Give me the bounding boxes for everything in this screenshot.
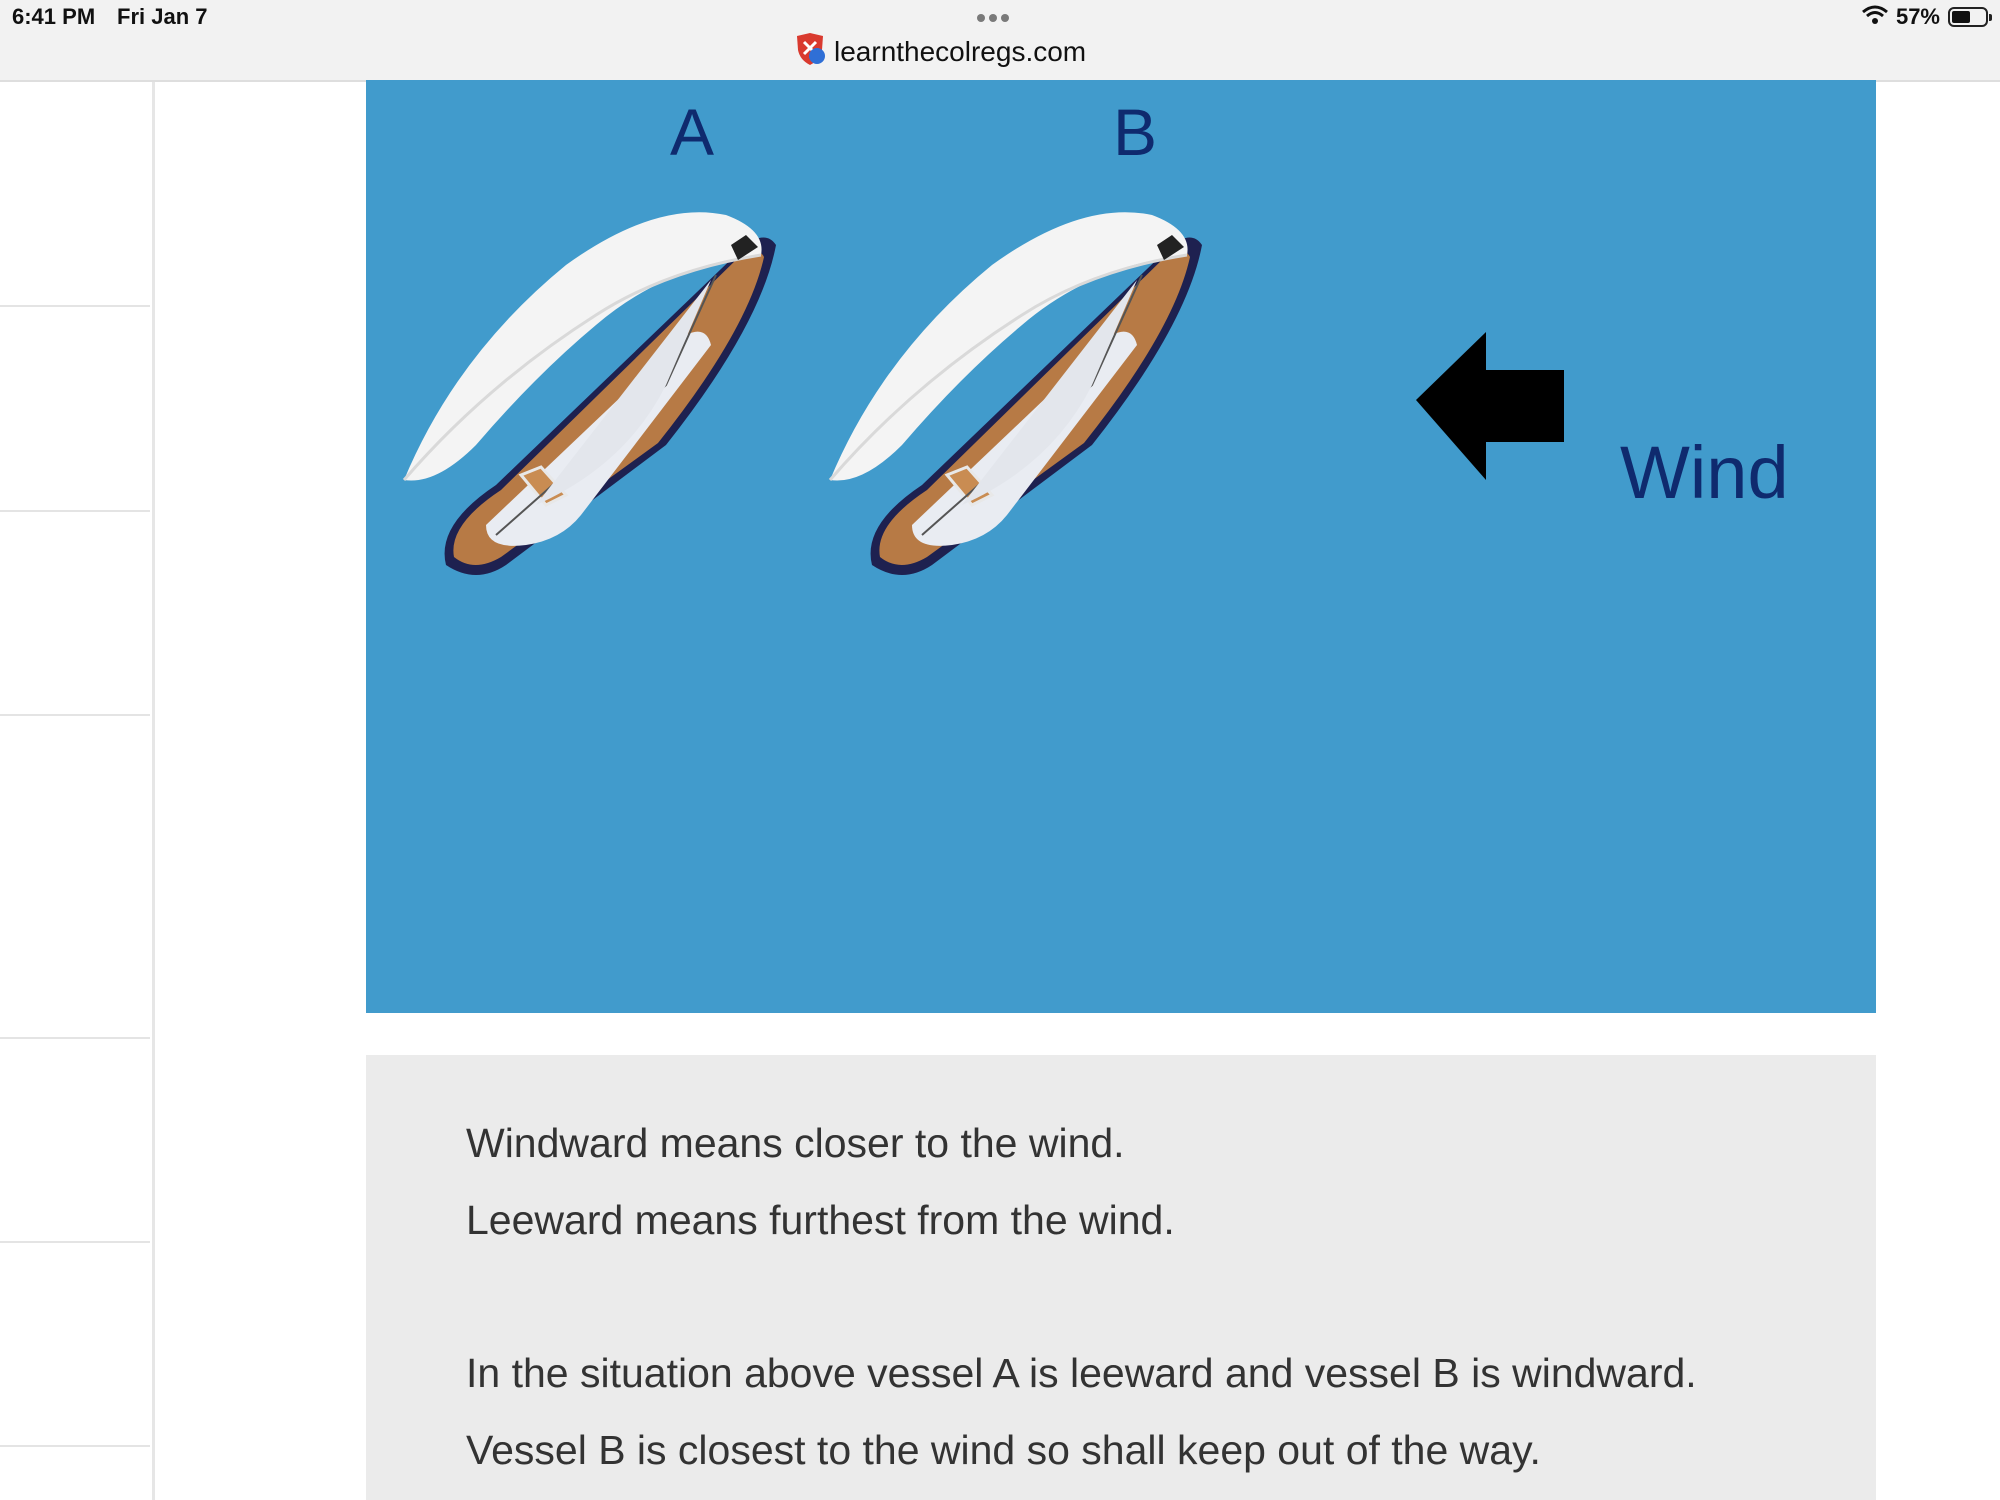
more-dots-icon[interactable] <box>977 14 1009 22</box>
wind-arrow-icon <box>1416 332 1564 480</box>
sidebar-row[interactable] <box>0 307 150 512</box>
sidebar-row[interactable] <box>0 716 150 1039</box>
wifi-icon <box>1862 5 1888 30</box>
explanation-box <box>366 1055 1876 1500</box>
vessel-a-image <box>404 212 776 575</box>
address-bar[interactable] <box>794 32 1086 71</box>
battery-icon <box>1948 7 1988 27</box>
battery-percent: 57% <box>1895 4 1940 29</box>
vessel-b-label: B <box>1113 95 1158 169</box>
paragraph-line: Leeward means furthest from the wind. <box>466 1197 1175 1243</box>
paragraph-line: Windward means closer to the wind. <box>466 1120 1125 1166</box>
sidebar-row[interactable] <box>0 1039 150 1243</box>
status-bar <box>0 0 2000 82</box>
paragraph-line: Vessel B is closest to the wind so shall keep out of the way. <box>466 1427 1541 1473</box>
paragraph-line: In the situation above vessel A is leeward and vessel B is windward. <box>466 1350 1697 1396</box>
sidebar-row[interactable] <box>0 82 150 307</box>
status-time: 6:41 PM <box>12 4 96 29</box>
wind-label: Wind <box>1620 431 1789 514</box>
vessel-a-label: A <box>670 95 715 169</box>
sidebar-row[interactable] <box>0 1243 150 1447</box>
status-date: Fri Jan 7 <box>117 4 208 29</box>
sidebar <box>0 82 155 1500</box>
url-text: learnthecolregs.com <box>834 35 1087 67</box>
sidebar-row[interactable] <box>0 512 150 716</box>
wind-diagram <box>366 80 1876 1013</box>
site-shield-icon <box>794 32 826 71</box>
vessel-b-image <box>830 212 1202 575</box>
